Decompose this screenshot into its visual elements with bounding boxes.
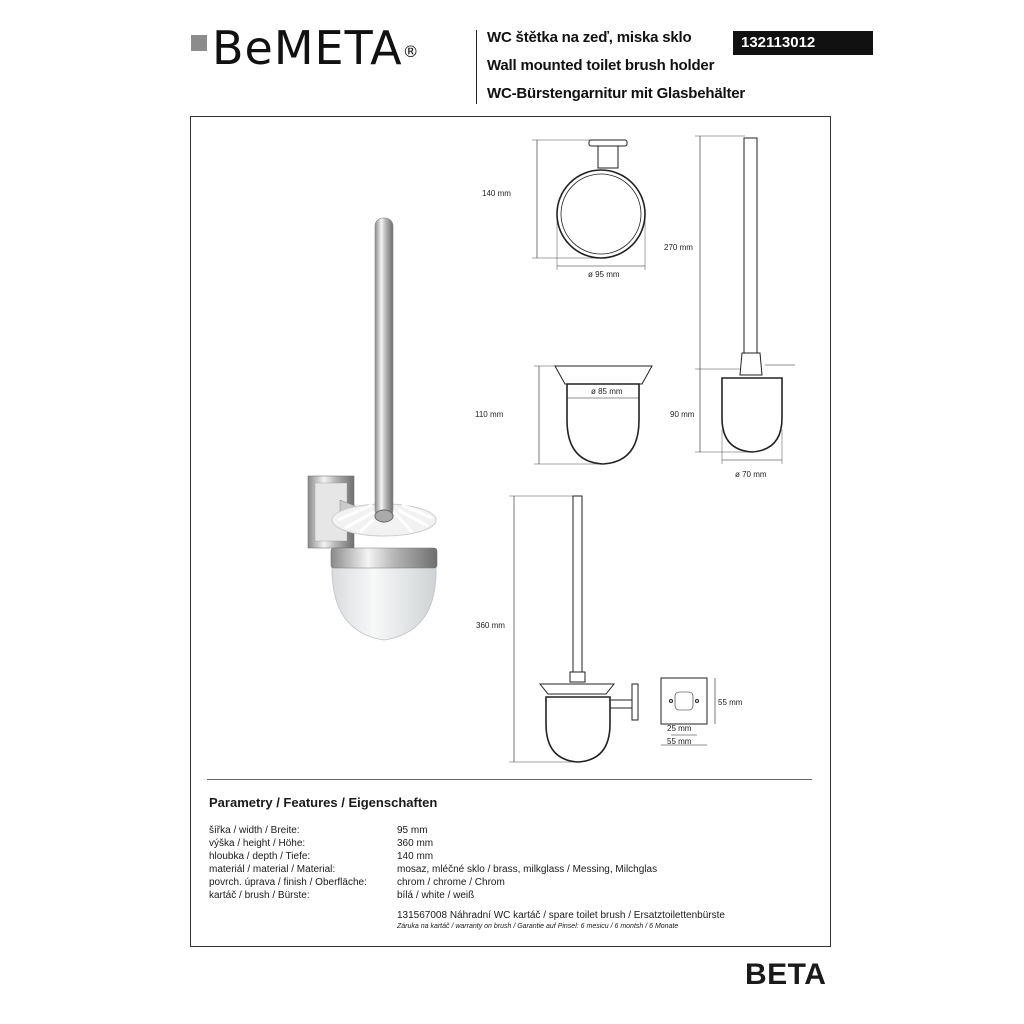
dim-total-height: 360 mm: [476, 621, 505, 630]
feature-label-width: šířka / width / Breite:: [209, 825, 300, 836]
spare-part-note: 131567008 Náhradní WC kartáč / spare toilet brush / Ersatztoilettenbürste: [397, 910, 725, 921]
dim-plate-height: 55 mm: [718, 698, 743, 707]
dim-bowl-height: 110 mm: [475, 410, 504, 419]
product-photo: [308, 218, 437, 640]
dim-top-diameter: ø 95 mm: [588, 270, 620, 279]
feature-value-material: mosaz, mléčné sklo / brass, milkglass / Messing, Milchglas: [397, 864, 658, 875]
bowl-drawing: [534, 366, 652, 464]
assembled-side-drawing: [509, 496, 638, 762]
dim-top-height: 140 mm: [482, 189, 511, 198]
feature-label-material: materiál / material / Material:: [209, 864, 336, 875]
wall-plate-drawing: [661, 678, 715, 745]
title-cz: WC štětka na zeď, miska sklo: [487, 29, 692, 46]
feature-label-depth: hloubka / depth / Tiefe:: [209, 851, 311, 862]
features-separator: [207, 779, 812, 780]
features-heading: Parametry / Features / Eigenschaften: [209, 795, 438, 810]
top-view-drawing: [532, 140, 645, 270]
feature-value-finish: chrom / chrome / Chrom: [397, 877, 505, 888]
series-name: BETA: [745, 958, 827, 991]
dim-hole-spacing: 25 mm: [667, 724, 692, 733]
feature-value-brush: bílá / white / weiß: [397, 890, 475, 901]
feature-label-finish: povrch. úprava / finish / Oberfläche:: [209, 877, 367, 888]
feature-label-brush: kartáč / brush / Bürste:: [209, 890, 310, 901]
brush-drawing: [695, 136, 795, 464]
dim-brush-head-diameter: ø 70 mm: [735, 470, 767, 479]
feature-value-width: 95 mm: [397, 825, 428, 836]
product-code: 132113012: [733, 31, 873, 55]
brand-logo: BeMETA®: [212, 21, 420, 75]
dim-brush-head-height: 90 mm: [670, 410, 695, 419]
title-en: Wall mounted toilet brush holder: [487, 57, 715, 74]
feature-value-depth: 140 mm: [397, 851, 434, 862]
dim-brush-length: 270 mm: [664, 243, 693, 252]
feature-value-height: 360 mm: [397, 838, 434, 849]
warranty-note: Záruka na kartáč / warranty on brush / Garantie auf Pinsel: 6 mesicu / 6 montsh / 6 Monate: [397, 923, 679, 930]
feature-label-height: výška / height / Höhe:: [209, 838, 306, 849]
dim-bowl-diameter: ø 85 mm: [591, 387, 623, 396]
title-de: WC-Bürstengarnitur mit Glasbehälter: [487, 85, 746, 102]
dim-plate-width: 55 mm: [667, 737, 692, 746]
